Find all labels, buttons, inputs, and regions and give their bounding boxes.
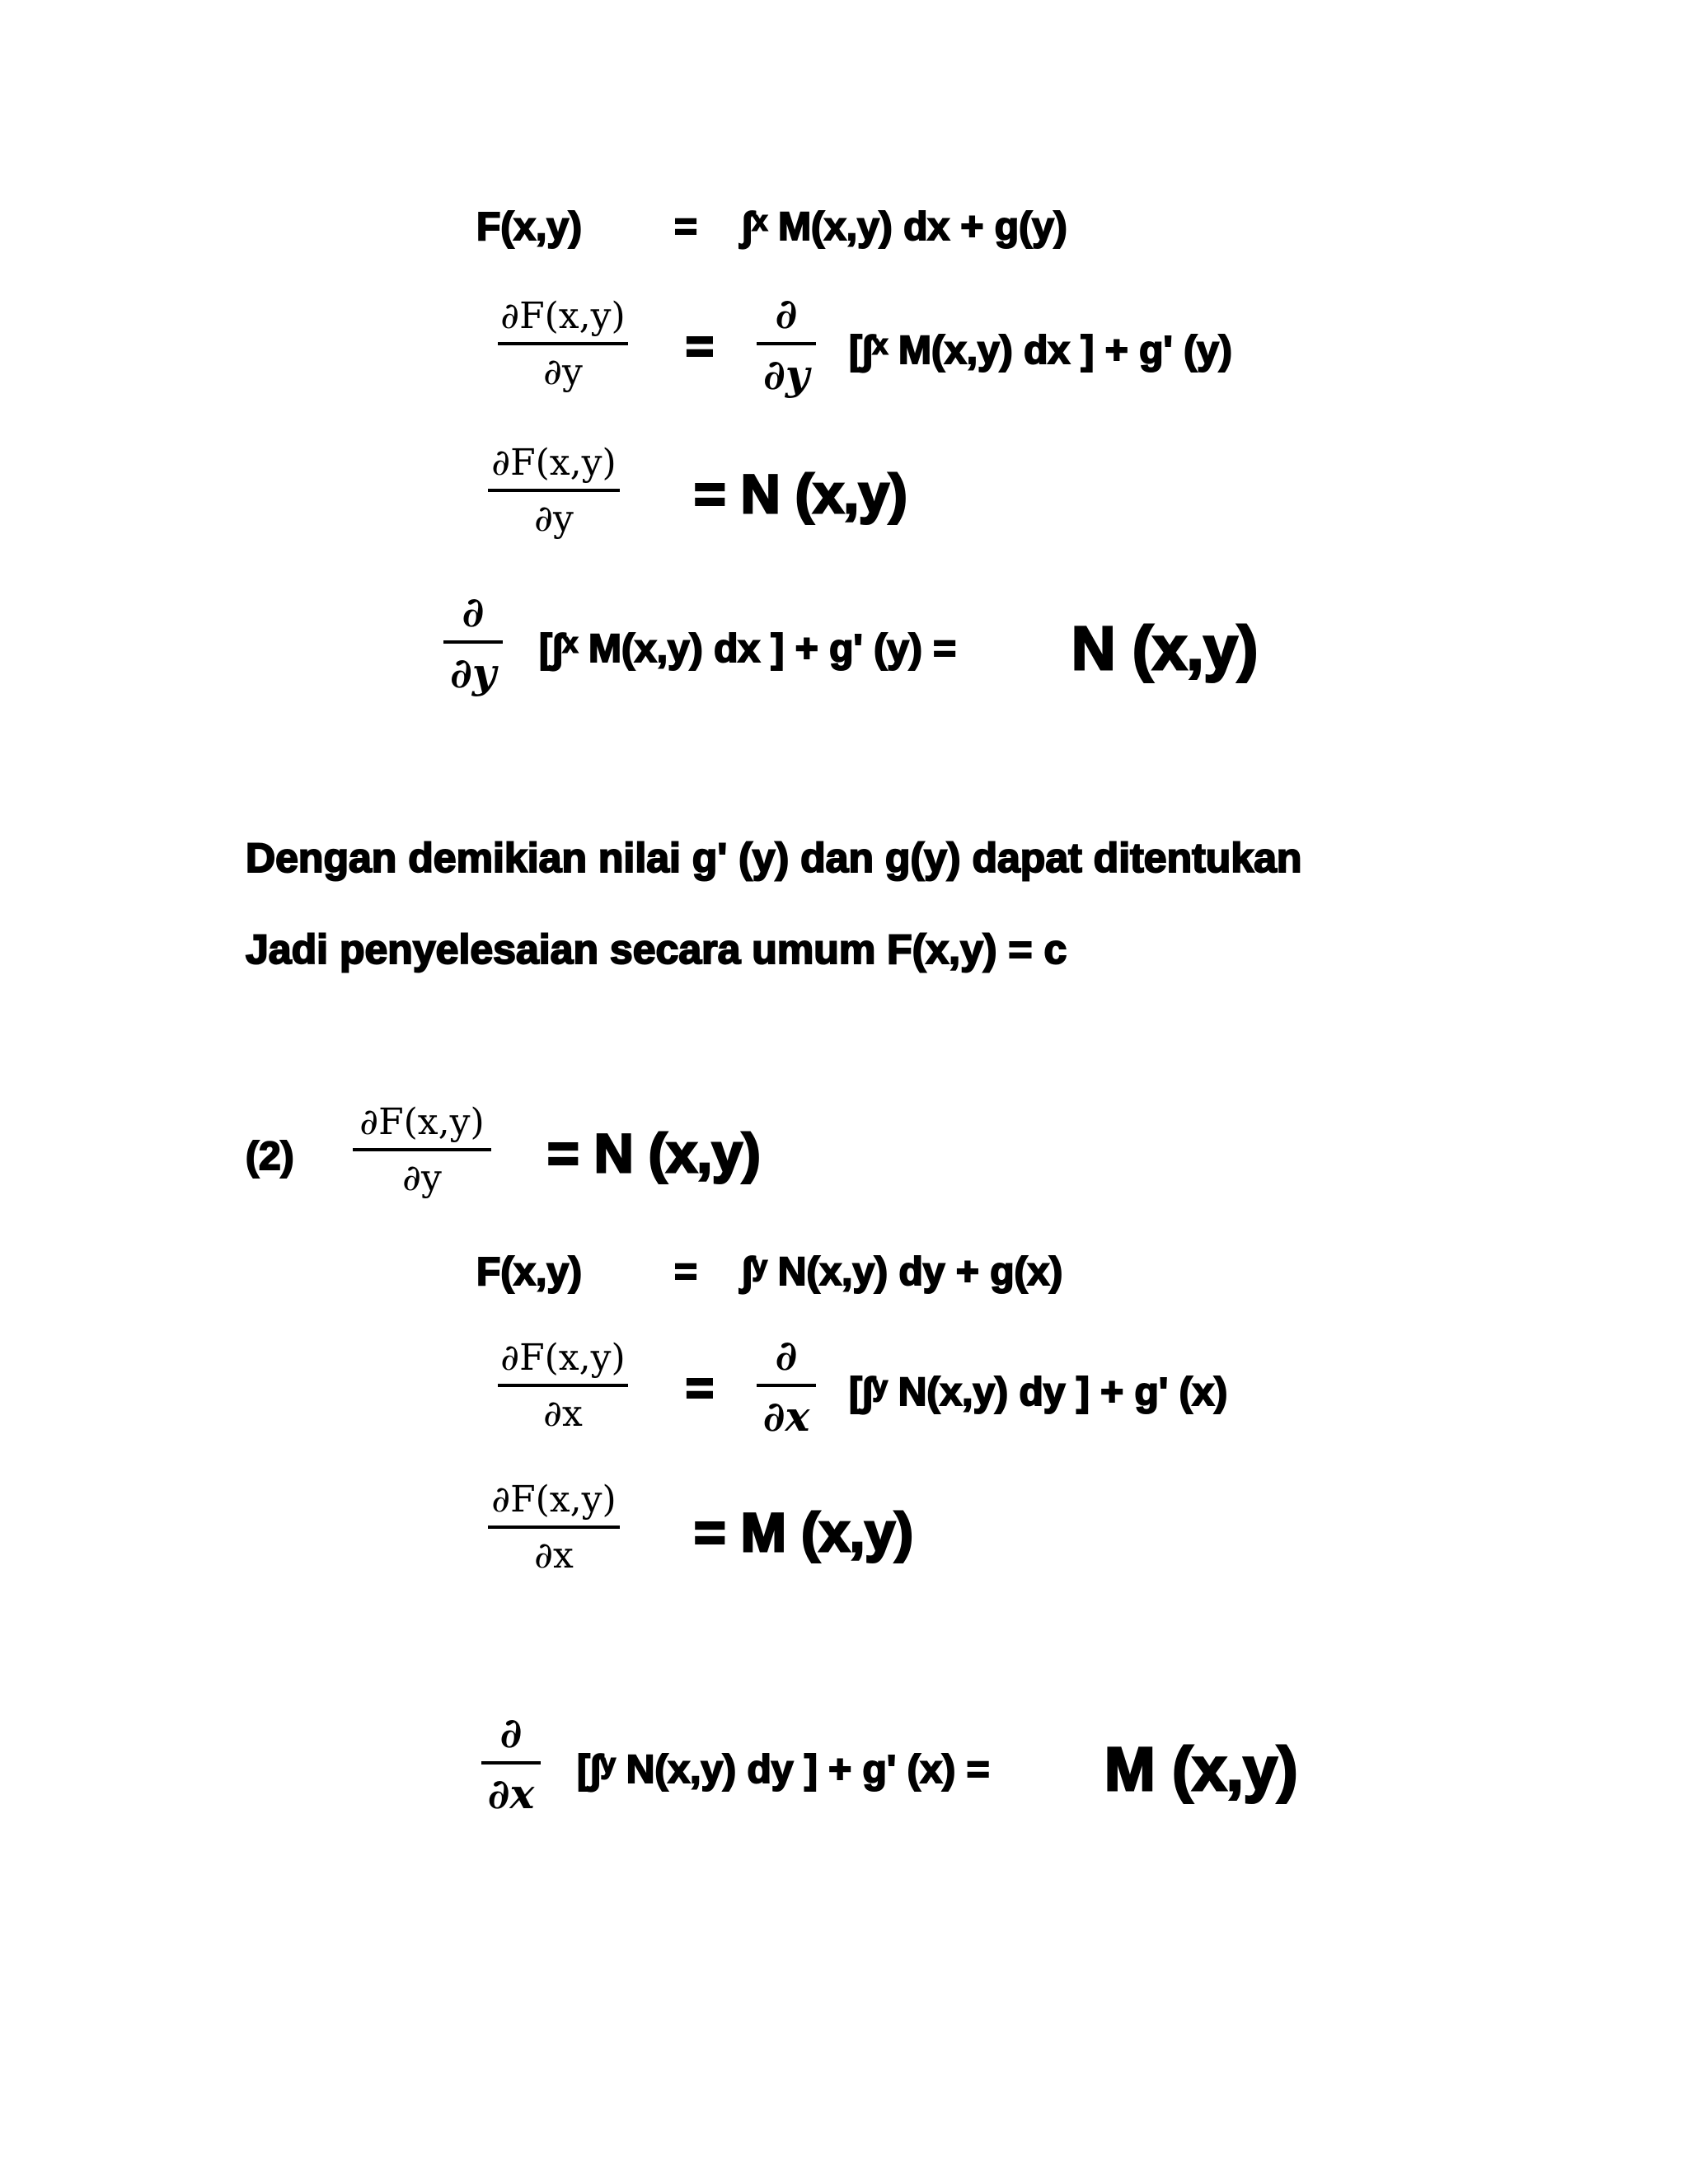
p2-l2-op-den: ∂x: [762, 1392, 810, 1441]
fraction-bar: [488, 1526, 620, 1529]
p1-l4-result: N (x,y): [1071, 614, 1259, 682]
p2-l4-expr: [∫ʸ N(x,y) dy ] + g' (x) =: [577, 1748, 990, 1792]
p2-l3-frac-num: ∂F(x,y): [491, 1479, 617, 1521]
p1-l3-rhs: = N (x,y): [694, 463, 907, 524]
p2-l1-eq: =: [674, 1250, 698, 1294]
p1-l2-frac-den: ∂y: [543, 351, 583, 393]
p2-l0-frac-den: ∂y: [402, 1157, 442, 1199]
text-line-1: Dengan demikian nilai g' (y) dan g(y) dapat ditentukan: [246, 835, 1302, 881]
p1-l2-frac-num: ∂F(x,y): [500, 295, 626, 337]
p2-l0-fraction: [353, 1101, 491, 1199]
p1-l3-frac-den: ∂y: [534, 498, 574, 540]
p2-l1-rhs: ∫ʸ N(x,y) dy + g(x): [742, 1250, 1063, 1294]
fraction-bar: [498, 342, 628, 345]
p1-l4-op-num: ∂: [462, 588, 485, 636]
p1-l4-op-den: ∂y: [450, 649, 496, 697]
p2-l4-op-num: ∂: [499, 1708, 523, 1757]
p1-l4-expr: [∫ˣ M(x,y) dx ] + g' (y) =: [539, 627, 957, 671]
fraction-bar: [481, 1761, 541, 1765]
p1-l1-eq: =: [674, 205, 698, 249]
fraction-bar: [443, 640, 503, 644]
p2-l3-rhs: = M (x,y): [694, 1502, 913, 1563]
p1-l2-fraction: [498, 295, 628, 393]
p2-l0-rhs: = N (x,y): [547, 1122, 761, 1183]
p2-l3-frac-den: ∂x: [534, 1535, 574, 1577]
p2-l2-rhs: [∫ʸ N(x,y) dy ] + g' (x): [849, 1371, 1228, 1414]
text-line-2: Jadi penyelesaian secara umum F(x,y) = c: [246, 926, 1067, 972]
fraction-bar: [488, 489, 620, 492]
p2-l2-op-num: ∂: [775, 1331, 798, 1380]
p1-l1-rhs: ∫ˣ M(x,y) dx + g(y): [742, 205, 1067, 249]
fraction-bar: [757, 1384, 816, 1387]
p2-l2-derivative-operator: [757, 1331, 816, 1441]
fraction-bar: [757, 342, 816, 345]
p2-l2-eq: =: [686, 1361, 714, 1415]
p2-l4-op-den: ∂x: [487, 1769, 535, 1818]
p1-l4-derivative-operator: [443, 588, 503, 697]
p2-l3-fraction: [488, 1479, 620, 1577]
p2-l2-fraction: [498, 1337, 628, 1435]
p2-l4-derivative-operator: [481, 1708, 541, 1818]
p2-l2-frac-den: ∂x: [543, 1393, 583, 1435]
p1-l2-op-num: ∂: [775, 289, 798, 338]
p2-label: (2): [246, 1135, 294, 1179]
p1-l3-frac-num: ∂F(x,y): [491, 442, 617, 484]
p2-l2-frac-num: ∂F(x,y): [500, 1337, 626, 1379]
p2-l4-result: M (x,y): [1104, 1735, 1298, 1803]
p2-l1-lhs: F(x,y): [476, 1250, 583, 1294]
p1-l3-fraction: [488, 442, 620, 540]
p1-l2-op-den: ∂y: [763, 350, 809, 399]
fraction-bar: [353, 1148, 491, 1151]
fraction-bar: [498, 1384, 628, 1387]
p1-l2-eq: =: [686, 320, 714, 373]
p1-l2-rhs: [∫ˣ M(x,y) dx ] + g' (y): [849, 329, 1232, 373]
p1-l2-derivative-operator: [757, 289, 816, 399]
p2-l0-frac-num: ∂F(x,y): [359, 1101, 485, 1143]
p1-l1-lhs: F(x,y): [476, 205, 583, 249]
